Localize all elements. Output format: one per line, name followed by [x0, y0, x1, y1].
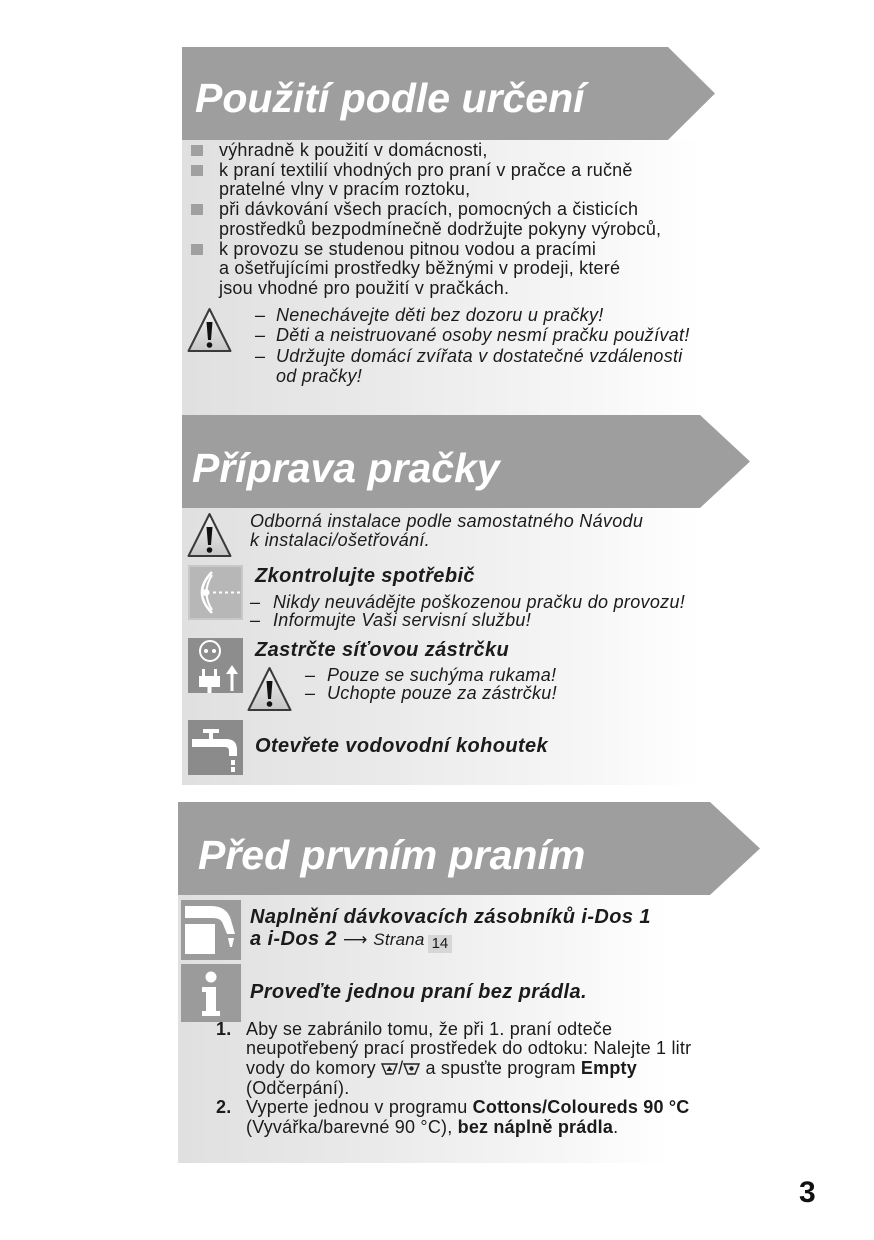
list-item-text: k provozu se studenou pitnou vodou a pracími — [219, 238, 597, 259]
step-number: 1. — [216, 1018, 232, 1039]
note-text: Nikdy neuvádějte poškozenou pračku do provozu! — [273, 591, 686, 612]
program-name: Empty — [580, 1057, 637, 1078]
first-wash-banner — [178, 802, 760, 895]
preparation-title: Příprava pračky — [192, 445, 500, 491]
plug-in-heading: Zastrčte síťovou zástrčku — [255, 639, 510, 661]
installation-note-text: Odborná instalace podle samostatného Návodu — [250, 510, 644, 531]
page-number: 3 — [799, 1176, 816, 1209]
eye-icon — [188, 565, 243, 620]
page-reference-label: Strana — [373, 930, 425, 949]
prewash-compartment-icon — [381, 1061, 398, 1075]
note-item — [305, 664, 557, 685]
fill-dispensers-line — [250, 928, 651, 953]
dash-marker: – — [255, 345, 266, 366]
bullet-square-icon — [191, 165, 203, 176]
warning-item — [255, 345, 690, 387]
note-item — [250, 610, 685, 630]
note-item — [250, 591, 686, 612]
compartment-separator: / — [398, 1057, 404, 1078]
step-number: 2. — [216, 1097, 232, 1118]
list-item-text: pratelné vlny v pracím roztoku, — [219, 179, 471, 200]
step-line — [246, 1118, 691, 1138]
fill-dispensers-line: Naplnění dávkovacích zásobníků i-Dos 1 — [250, 906, 651, 928]
step-text: Vyperte jednou v programu — [246, 1097, 468, 1118]
bullet-square-icon — [191, 204, 203, 215]
step-text: (Vyvářka/barevné 90 °C), — [246, 1117, 453, 1138]
warning-text: Děti a neistruované osoby nesmí pračku používat! — [276, 325, 690, 345]
step-condition: bez náplně prádla — [457, 1117, 614, 1138]
bullet-square-icon — [191, 244, 203, 255]
step-line: neupotřebený prací prostředek do odtoku: Nalejte 1 litr — [246, 1038, 692, 1059]
step-line — [246, 1098, 691, 1118]
note-item — [305, 683, 557, 703]
empty-run-heading: Proveďte jednou praní bez prádla. — [250, 981, 587, 1003]
check-appliance-notes — [250, 591, 686, 630]
list-item — [219, 200, 661, 239]
power-plug-icon — [188, 638, 243, 693]
first-wash-steps — [216, 1018, 692, 1138]
detergent-fill-icon — [181, 900, 241, 960]
installation-note — [250, 512, 643, 551]
intended-use-banner — [182, 47, 715, 140]
intended-use-title: Použití podle určení — [195, 75, 585, 121]
warning-item — [255, 304, 690, 326]
intended-use-list — [219, 141, 661, 299]
fill-dispensers-line-2: a i-Dos 2 — [250, 928, 337, 950]
arrow-right-icon: ⟶ — [342, 930, 368, 950]
note-text: Pouze se suchýma rukama! — [327, 664, 557, 685]
dash-marker: – — [255, 325, 266, 345]
dash-marker: – — [250, 591, 261, 612]
program-name: Cottons/Coloureds 90 °C — [472, 1097, 690, 1118]
fill-dispensers-text — [250, 906, 651, 953]
note-text: Informujte Vaši servisní službu! — [273, 610, 532, 630]
warning-text: od pračky! — [276, 366, 363, 386]
step-text-end: . — [613, 1117, 619, 1138]
list-item-text: jsou vhodné pro použití v pračkách. — [219, 277, 510, 298]
numbered-step — [216, 1018, 692, 1099]
list-item — [219, 240, 661, 299]
step-text: a spusťte program — [425, 1057, 576, 1078]
check-appliance-heading: Zkontrolujte spotřebič — [255, 565, 475, 587]
dash-marker: – — [305, 683, 316, 703]
list-item — [219, 161, 661, 200]
warning-triangle-icon — [247, 666, 292, 713]
list-item-text: při dávkování všech pracích, pomocných a čisticích — [219, 199, 639, 220]
open-tap-heading: Otevřete vodovodní kohoutek — [255, 735, 549, 757]
list-item-text: a ošetřujícími prostředky běžnými v prodeji, které — [219, 258, 621, 279]
warning-triangle-icon — [187, 512, 232, 559]
list-item-text: výhradně k použití v domácnosti, — [219, 140, 488, 160]
page-reference-number: 14 — [428, 935, 453, 953]
water-tap-icon — [188, 720, 243, 775]
first-wash-title: Před prvním praním — [198, 832, 586, 878]
step-line: (Odčerpání). — [246, 1077, 350, 1098]
dash-marker: – — [255, 304, 266, 325]
dash-marker: – — [250, 610, 261, 630]
numbered-step — [216, 1097, 691, 1138]
info-icon — [181, 964, 241, 1022]
installation-note-text: k instalaci/ošetřování. — [250, 530, 430, 550]
note-text: Uchopte pouze za zástrčku! — [327, 683, 557, 703]
step-text: vody do komory — [246, 1057, 376, 1078]
warning-text: Nenechávejte děti bez dozoru u pračky! — [276, 304, 604, 325]
warning-triangle-icon — [187, 307, 232, 354]
main-wash-compartment-icon — [403, 1061, 420, 1075]
warning-text: Udržujte domácí zvířata v dostatečné vzdálenosti — [276, 345, 683, 366]
list-item-text: prostředků bezpodmínečně dodržujte pokyny výrobců, — [219, 218, 662, 239]
step-line: Aby se zabránilo tomu, že při 1. praní odteče — [246, 1018, 613, 1039]
step-line — [246, 1059, 691, 1079]
preparation-banner — [182, 415, 750, 508]
plug-in-notes — [305, 664, 557, 703]
safety-warnings — [255, 304, 690, 387]
list-item — [219, 141, 661, 161]
dash-marker: – — [305, 664, 316, 685]
list-item-text: k praní textilií vhodných pro praní v pračce a ručně — [219, 159, 633, 180]
bullet-square-icon — [191, 145, 203, 156]
warning-item — [255, 325, 690, 346]
